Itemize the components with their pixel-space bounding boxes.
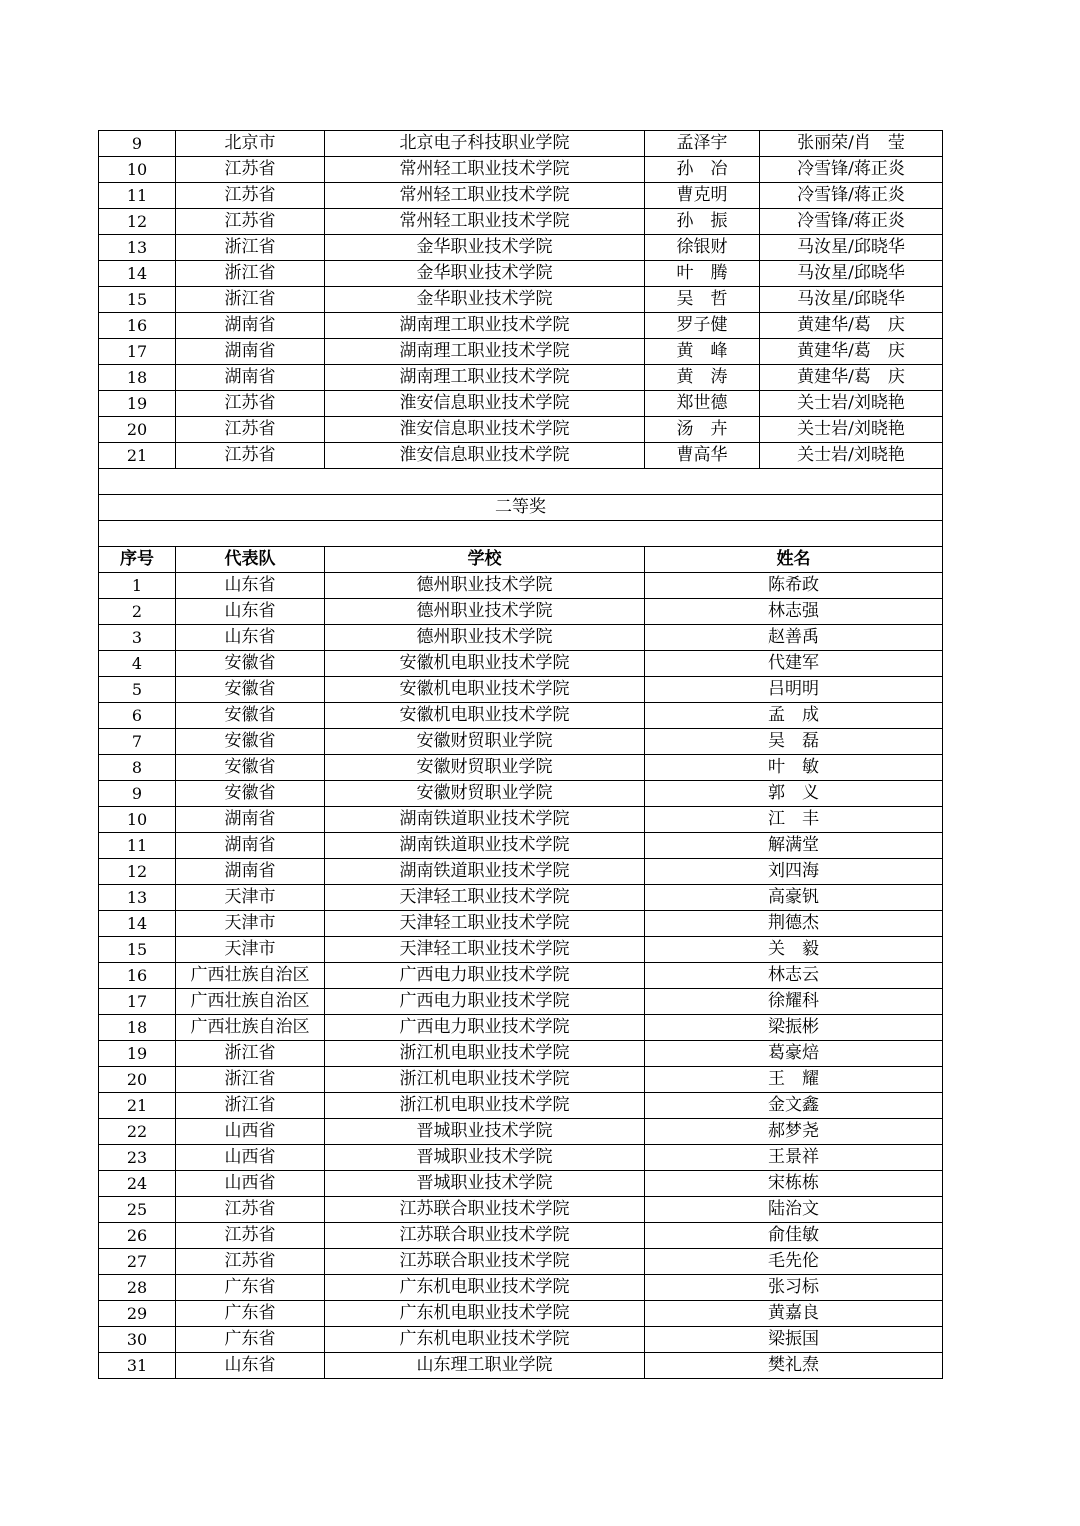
cell-no: 9 bbox=[99, 131, 176, 157]
cell-no: 20 bbox=[99, 417, 176, 443]
table-row bbox=[99, 183, 943, 209]
cell-team: 天津市 bbox=[176, 937, 325, 963]
cell-no: 18 bbox=[99, 365, 176, 391]
cell-team: 江苏省 bbox=[176, 157, 325, 183]
table-row bbox=[99, 625, 943, 651]
cell-school: 湖南铁道职业技术学院 bbox=[325, 833, 645, 859]
cell-school: 江苏联合职业技术学院 bbox=[325, 1197, 645, 1223]
cell-school: 天津轻工职业技术学院 bbox=[325, 885, 645, 911]
cell-name: 黄 涛 bbox=[645, 365, 760, 391]
cell-name: 樊礼焘 bbox=[645, 1353, 943, 1379]
cell-name: 吕明明 bbox=[645, 677, 943, 703]
table-row bbox=[99, 651, 943, 677]
cell-coach: 关士岩/刘晓艳 bbox=[760, 443, 943, 469]
cell-team: 江苏省 bbox=[176, 209, 325, 235]
cell-team: 湖南省 bbox=[176, 807, 325, 833]
cell-name: 代建军 bbox=[645, 651, 943, 677]
cell-no: 15 bbox=[99, 287, 176, 313]
cell-school: 淮安信息职业技术学院 bbox=[325, 391, 645, 417]
cell-no: 1 bbox=[99, 573, 176, 599]
cell-name: 宋栋栋 bbox=[645, 1171, 943, 1197]
cell-no: 25 bbox=[99, 1197, 176, 1223]
table-row bbox=[99, 599, 943, 625]
cell-no: 21 bbox=[99, 443, 176, 469]
cell-name: 黄嘉良 bbox=[645, 1301, 943, 1327]
cell-no: 23 bbox=[99, 1145, 176, 1171]
cell-school: 安徽财贸职业学院 bbox=[325, 755, 645, 781]
cell-no: 3 bbox=[99, 625, 176, 651]
table-row bbox=[99, 781, 943, 807]
results-sheet bbox=[98, 130, 942, 1379]
cell-school: 江苏联合职业技术学院 bbox=[325, 1249, 645, 1275]
cell-no: 28 bbox=[99, 1275, 176, 1301]
table-row bbox=[99, 1067, 943, 1093]
cell-no: 11 bbox=[99, 183, 176, 209]
table-row bbox=[99, 1249, 943, 1275]
cell-team: 山西省 bbox=[176, 1119, 325, 1145]
table-row bbox=[99, 235, 943, 261]
cell-name: 梁振国 bbox=[645, 1327, 943, 1353]
cell-team: 广西壮族自治区 bbox=[176, 1015, 325, 1041]
table-row bbox=[99, 937, 943, 963]
cell-team: 北京市 bbox=[176, 131, 325, 157]
cell-name: 吴 磊 bbox=[645, 729, 943, 755]
cell-name: 郝梦尧 bbox=[645, 1119, 943, 1145]
cell-team: 浙江省 bbox=[176, 261, 325, 287]
cell-no: 10 bbox=[99, 807, 176, 833]
cell-name: 罗子健 bbox=[645, 313, 760, 339]
section-title-row bbox=[99, 495, 943, 521]
cell-school: 安徽机电职业技术学院 bbox=[325, 703, 645, 729]
table-row bbox=[99, 1301, 943, 1327]
cell-no: 17 bbox=[99, 989, 176, 1015]
cell-no: 17 bbox=[99, 339, 176, 365]
table-row bbox=[99, 157, 943, 183]
table-row bbox=[99, 131, 943, 157]
cell-team: 江苏省 bbox=[176, 391, 325, 417]
cell-school: 湖南铁道职业技术学院 bbox=[325, 807, 645, 833]
cell-name: 解满堂 bbox=[645, 833, 943, 859]
cell-team: 广东省 bbox=[176, 1275, 325, 1301]
cell-name: 叶 敏 bbox=[645, 755, 943, 781]
cell-no: 2 bbox=[99, 599, 176, 625]
cell-name: 毛先伦 bbox=[645, 1249, 943, 1275]
table-row bbox=[99, 391, 943, 417]
table-row bbox=[99, 833, 943, 859]
table-row bbox=[99, 1275, 943, 1301]
cell-team: 湖南省 bbox=[176, 339, 325, 365]
spacer-row bbox=[99, 469, 943, 495]
table-row bbox=[99, 443, 943, 469]
cell-no: 24 bbox=[99, 1171, 176, 1197]
table-row bbox=[99, 1119, 943, 1145]
cell-name: 王景祥 bbox=[645, 1145, 943, 1171]
cell-no: 31 bbox=[99, 1353, 176, 1379]
cell-school: 浙江机电职业技术学院 bbox=[325, 1041, 645, 1067]
cell-team: 湖南省 bbox=[176, 833, 325, 859]
cell-team: 湖南省 bbox=[176, 313, 325, 339]
table-row bbox=[99, 365, 943, 391]
cell-name: 曹克明 bbox=[645, 183, 760, 209]
second-prize-table bbox=[98, 546, 943, 1379]
cell-school: 广西电力职业技术学院 bbox=[325, 1015, 645, 1041]
cell-team: 浙江省 bbox=[176, 1041, 325, 1067]
cell-no: 14 bbox=[99, 261, 176, 287]
cell-name: 关 毅 bbox=[645, 937, 943, 963]
cell-coach: 张丽荣/肖 莹 bbox=[760, 131, 943, 157]
cell-school: 山东理工职业学院 bbox=[325, 1353, 645, 1379]
cell-name: 梁振彬 bbox=[645, 1015, 943, 1041]
cell-team: 广东省 bbox=[176, 1327, 325, 1353]
cell-team: 浙江省 bbox=[176, 1093, 325, 1119]
cell-no: 7 bbox=[99, 729, 176, 755]
cell-name: 郭 义 bbox=[645, 781, 943, 807]
cell-team: 山东省 bbox=[176, 625, 325, 651]
cell-no: 26 bbox=[99, 1223, 176, 1249]
cell-team: 广东省 bbox=[176, 1301, 325, 1327]
cell-no: 29 bbox=[99, 1301, 176, 1327]
cell-no: 16 bbox=[99, 313, 176, 339]
cell-no: 13 bbox=[99, 235, 176, 261]
cell-team: 浙江省 bbox=[176, 1067, 325, 1093]
cell-no: 9 bbox=[99, 781, 176, 807]
cell-team: 安徽省 bbox=[176, 781, 325, 807]
cell-school: 常州轻工职业技术学院 bbox=[325, 183, 645, 209]
cell-no: 11 bbox=[99, 833, 176, 859]
cell-name: 张习标 bbox=[645, 1275, 943, 1301]
cell-no: 27 bbox=[99, 1249, 176, 1275]
cell-no: 14 bbox=[99, 911, 176, 937]
cell-team: 山西省 bbox=[176, 1171, 325, 1197]
cell-team: 江苏省 bbox=[176, 1223, 325, 1249]
cell-coach: 马汝星/邱晓华 bbox=[760, 261, 943, 287]
cell-school: 安徽财贸职业学院 bbox=[325, 781, 645, 807]
cell-no: 19 bbox=[99, 391, 176, 417]
table-row bbox=[99, 287, 943, 313]
cell-school: 金华职业技术学院 bbox=[325, 287, 645, 313]
table-row bbox=[99, 1197, 943, 1223]
cell-no: 8 bbox=[99, 755, 176, 781]
cell-school: 广西电力职业技术学院 bbox=[325, 963, 645, 989]
cell-no: 4 bbox=[99, 651, 176, 677]
cell-school: 浙江机电职业技术学院 bbox=[325, 1093, 645, 1119]
cell-no: 18 bbox=[99, 1015, 176, 1041]
cell-name: 王 耀 bbox=[645, 1067, 943, 1093]
cell-coach: 马汝星/邱晓华 bbox=[760, 235, 943, 261]
cell-school: 金华职业技术学院 bbox=[325, 235, 645, 261]
cell-name: 葛豪焙 bbox=[645, 1041, 943, 1067]
cell-school: 湖南理工职业技术学院 bbox=[325, 339, 645, 365]
cell-name: 俞佳敏 bbox=[645, 1223, 943, 1249]
cell-school: 晋城职业技术学院 bbox=[325, 1119, 645, 1145]
table-row bbox=[99, 261, 943, 287]
cell-coach: 黄建华/葛 庆 bbox=[760, 339, 943, 365]
cell-coach: 黄建华/葛 庆 bbox=[760, 313, 943, 339]
cell-coach: 冷雪锋/蒋正炎 bbox=[760, 157, 943, 183]
cell-no: 12 bbox=[99, 859, 176, 885]
cell-team: 浙江省 bbox=[176, 287, 325, 313]
cell-name: 高豪钒 bbox=[645, 885, 943, 911]
cell-school: 金华职业技术学院 bbox=[325, 261, 645, 287]
cell-team: 广西壮族自治区 bbox=[176, 989, 325, 1015]
cell-school: 常州轻工职业技术学院 bbox=[325, 157, 645, 183]
cell-no: 15 bbox=[99, 937, 176, 963]
cell-name: 林志强 bbox=[645, 599, 943, 625]
header-row bbox=[99, 547, 943, 573]
cell-no: 19 bbox=[99, 1041, 176, 1067]
cell-name: 刘四海 bbox=[645, 859, 943, 885]
cell-name: 徐银财 bbox=[645, 235, 760, 261]
cell-school: 江苏联合职业技术学院 bbox=[325, 1223, 645, 1249]
first-prize-table-continued bbox=[98, 130, 943, 547]
cell-team: 浙江省 bbox=[176, 235, 325, 261]
cell-team: 湖南省 bbox=[176, 365, 325, 391]
cell-name: 江 丰 bbox=[645, 807, 943, 833]
table-row bbox=[99, 1327, 943, 1353]
cell-name: 林志云 bbox=[645, 963, 943, 989]
cell-team: 江苏省 bbox=[176, 1197, 325, 1223]
cell-name: 陆治文 bbox=[645, 1197, 943, 1223]
cell-school: 晋城职业技术学院 bbox=[325, 1145, 645, 1171]
table-row bbox=[99, 859, 943, 885]
cell-school: 安徽机电职业技术学院 bbox=[325, 677, 645, 703]
cell-team: 山西省 bbox=[176, 1145, 325, 1171]
table-row bbox=[99, 1171, 943, 1197]
cell-coach: 马汝星/邱晓华 bbox=[760, 287, 943, 313]
header-school: 学校 bbox=[325, 547, 645, 573]
cell-name: 黄 峰 bbox=[645, 339, 760, 365]
table-row bbox=[99, 417, 943, 443]
table-row bbox=[99, 1015, 943, 1041]
cell-no: 30 bbox=[99, 1327, 176, 1353]
table-row bbox=[99, 313, 943, 339]
header-name: 姓名 bbox=[645, 547, 943, 573]
cell-school: 广西电力职业技术学院 bbox=[325, 989, 645, 1015]
cell-name: 汤 卉 bbox=[645, 417, 760, 443]
cell-team: 江苏省 bbox=[176, 443, 325, 469]
cell-school: 天津轻工职业技术学院 bbox=[325, 937, 645, 963]
cell-name: 孙 冶 bbox=[645, 157, 760, 183]
table-row bbox=[99, 209, 943, 235]
spacer-row bbox=[99, 521, 943, 547]
cell-no: 20 bbox=[99, 1067, 176, 1093]
cell-no: 6 bbox=[99, 703, 176, 729]
cell-name: 徐耀科 bbox=[645, 989, 943, 1015]
cell-name: 赵善禹 bbox=[645, 625, 943, 651]
cell-no: 16 bbox=[99, 963, 176, 989]
cell-school: 广东机电职业技术学院 bbox=[325, 1301, 645, 1327]
cell-coach: 关士岩/刘晓艳 bbox=[760, 417, 943, 443]
cell-no: 12 bbox=[99, 209, 176, 235]
cell-coach: 冷雪锋/蒋正炎 bbox=[760, 183, 943, 209]
cell-name: 吴 哲 bbox=[645, 287, 760, 313]
cell-coach: 冷雪锋/蒋正炎 bbox=[760, 209, 943, 235]
cell-school: 淮安信息职业技术学院 bbox=[325, 443, 645, 469]
table-row bbox=[99, 1145, 943, 1171]
cell-name: 孙 振 bbox=[645, 209, 760, 235]
cell-no: 22 bbox=[99, 1119, 176, 1145]
table-row bbox=[99, 1093, 943, 1119]
cell-school: 湖南理工职业技术学院 bbox=[325, 313, 645, 339]
cell-team: 天津市 bbox=[176, 911, 325, 937]
cell-school: 德州职业技术学院 bbox=[325, 573, 645, 599]
cell-name: 郑世德 bbox=[645, 391, 760, 417]
table-row bbox=[99, 1041, 943, 1067]
cell-team: 山东省 bbox=[176, 573, 325, 599]
cell-name: 曹高华 bbox=[645, 443, 760, 469]
table-row bbox=[99, 703, 943, 729]
cell-team: 江苏省 bbox=[176, 417, 325, 443]
cell-school: 北京电子科技职业学院 bbox=[325, 131, 645, 157]
table-row bbox=[99, 911, 943, 937]
cell-no: 21 bbox=[99, 1093, 176, 1119]
table-row bbox=[99, 339, 943, 365]
table-row bbox=[99, 755, 943, 781]
cell-school: 晋城职业技术学院 bbox=[325, 1171, 645, 1197]
cell-team: 安徽省 bbox=[176, 729, 325, 755]
cell-coach: 关士岩/刘晓艳 bbox=[760, 391, 943, 417]
header-no: 序号 bbox=[99, 547, 176, 573]
cell-no: 13 bbox=[99, 885, 176, 911]
cell-school: 德州职业技术学院 bbox=[325, 599, 645, 625]
cell-team: 山东省 bbox=[176, 599, 325, 625]
table-row bbox=[99, 885, 943, 911]
cell-name: 叶 腾 bbox=[645, 261, 760, 287]
cell-school: 湖南理工职业技术学院 bbox=[325, 365, 645, 391]
table-row bbox=[99, 573, 943, 599]
cell-team: 山东省 bbox=[176, 1353, 325, 1379]
cell-school: 浙江机电职业技术学院 bbox=[325, 1067, 645, 1093]
cell-team: 广西壮族自治区 bbox=[176, 963, 325, 989]
section-title-second-prize: 二等奖 bbox=[99, 495, 943, 521]
cell-team: 安徽省 bbox=[176, 651, 325, 677]
cell-team: 安徽省 bbox=[176, 677, 325, 703]
cell-school: 天津轻工职业技术学院 bbox=[325, 911, 645, 937]
cell-school: 常州轻工职业技术学院 bbox=[325, 209, 645, 235]
header-team: 代表队 bbox=[176, 547, 325, 573]
table-row bbox=[99, 677, 943, 703]
table-row bbox=[99, 729, 943, 755]
cell-name: 荆德杰 bbox=[645, 911, 943, 937]
cell-name: 孟泽宇 bbox=[645, 131, 760, 157]
cell-school: 湖南铁道职业技术学院 bbox=[325, 859, 645, 885]
cell-school: 淮安信息职业技术学院 bbox=[325, 417, 645, 443]
cell-name: 陈希政 bbox=[645, 573, 943, 599]
cell-team: 安徽省 bbox=[176, 703, 325, 729]
cell-school: 安徽财贸职业学院 bbox=[325, 729, 645, 755]
cell-team: 江苏省 bbox=[176, 1249, 325, 1275]
cell-team: 天津市 bbox=[176, 885, 325, 911]
cell-school: 德州职业技术学院 bbox=[325, 625, 645, 651]
cell-team: 湖南省 bbox=[176, 859, 325, 885]
cell-school: 广东机电职业技术学院 bbox=[325, 1275, 645, 1301]
cell-name: 孟 成 bbox=[645, 703, 943, 729]
cell-team: 安徽省 bbox=[176, 755, 325, 781]
cell-no: 10 bbox=[99, 157, 176, 183]
table-row bbox=[99, 807, 943, 833]
table-row bbox=[99, 963, 943, 989]
cell-team: 江苏省 bbox=[176, 183, 325, 209]
cell-coach: 黄建华/葛 庆 bbox=[760, 365, 943, 391]
cell-name: 金文鑫 bbox=[645, 1093, 943, 1119]
cell-no: 5 bbox=[99, 677, 176, 703]
table-row bbox=[99, 1353, 943, 1379]
table-row bbox=[99, 1223, 943, 1249]
table-row bbox=[99, 989, 943, 1015]
cell-school: 广东机电职业技术学院 bbox=[325, 1327, 645, 1353]
cell-school: 安徽机电职业技术学院 bbox=[325, 651, 645, 677]
